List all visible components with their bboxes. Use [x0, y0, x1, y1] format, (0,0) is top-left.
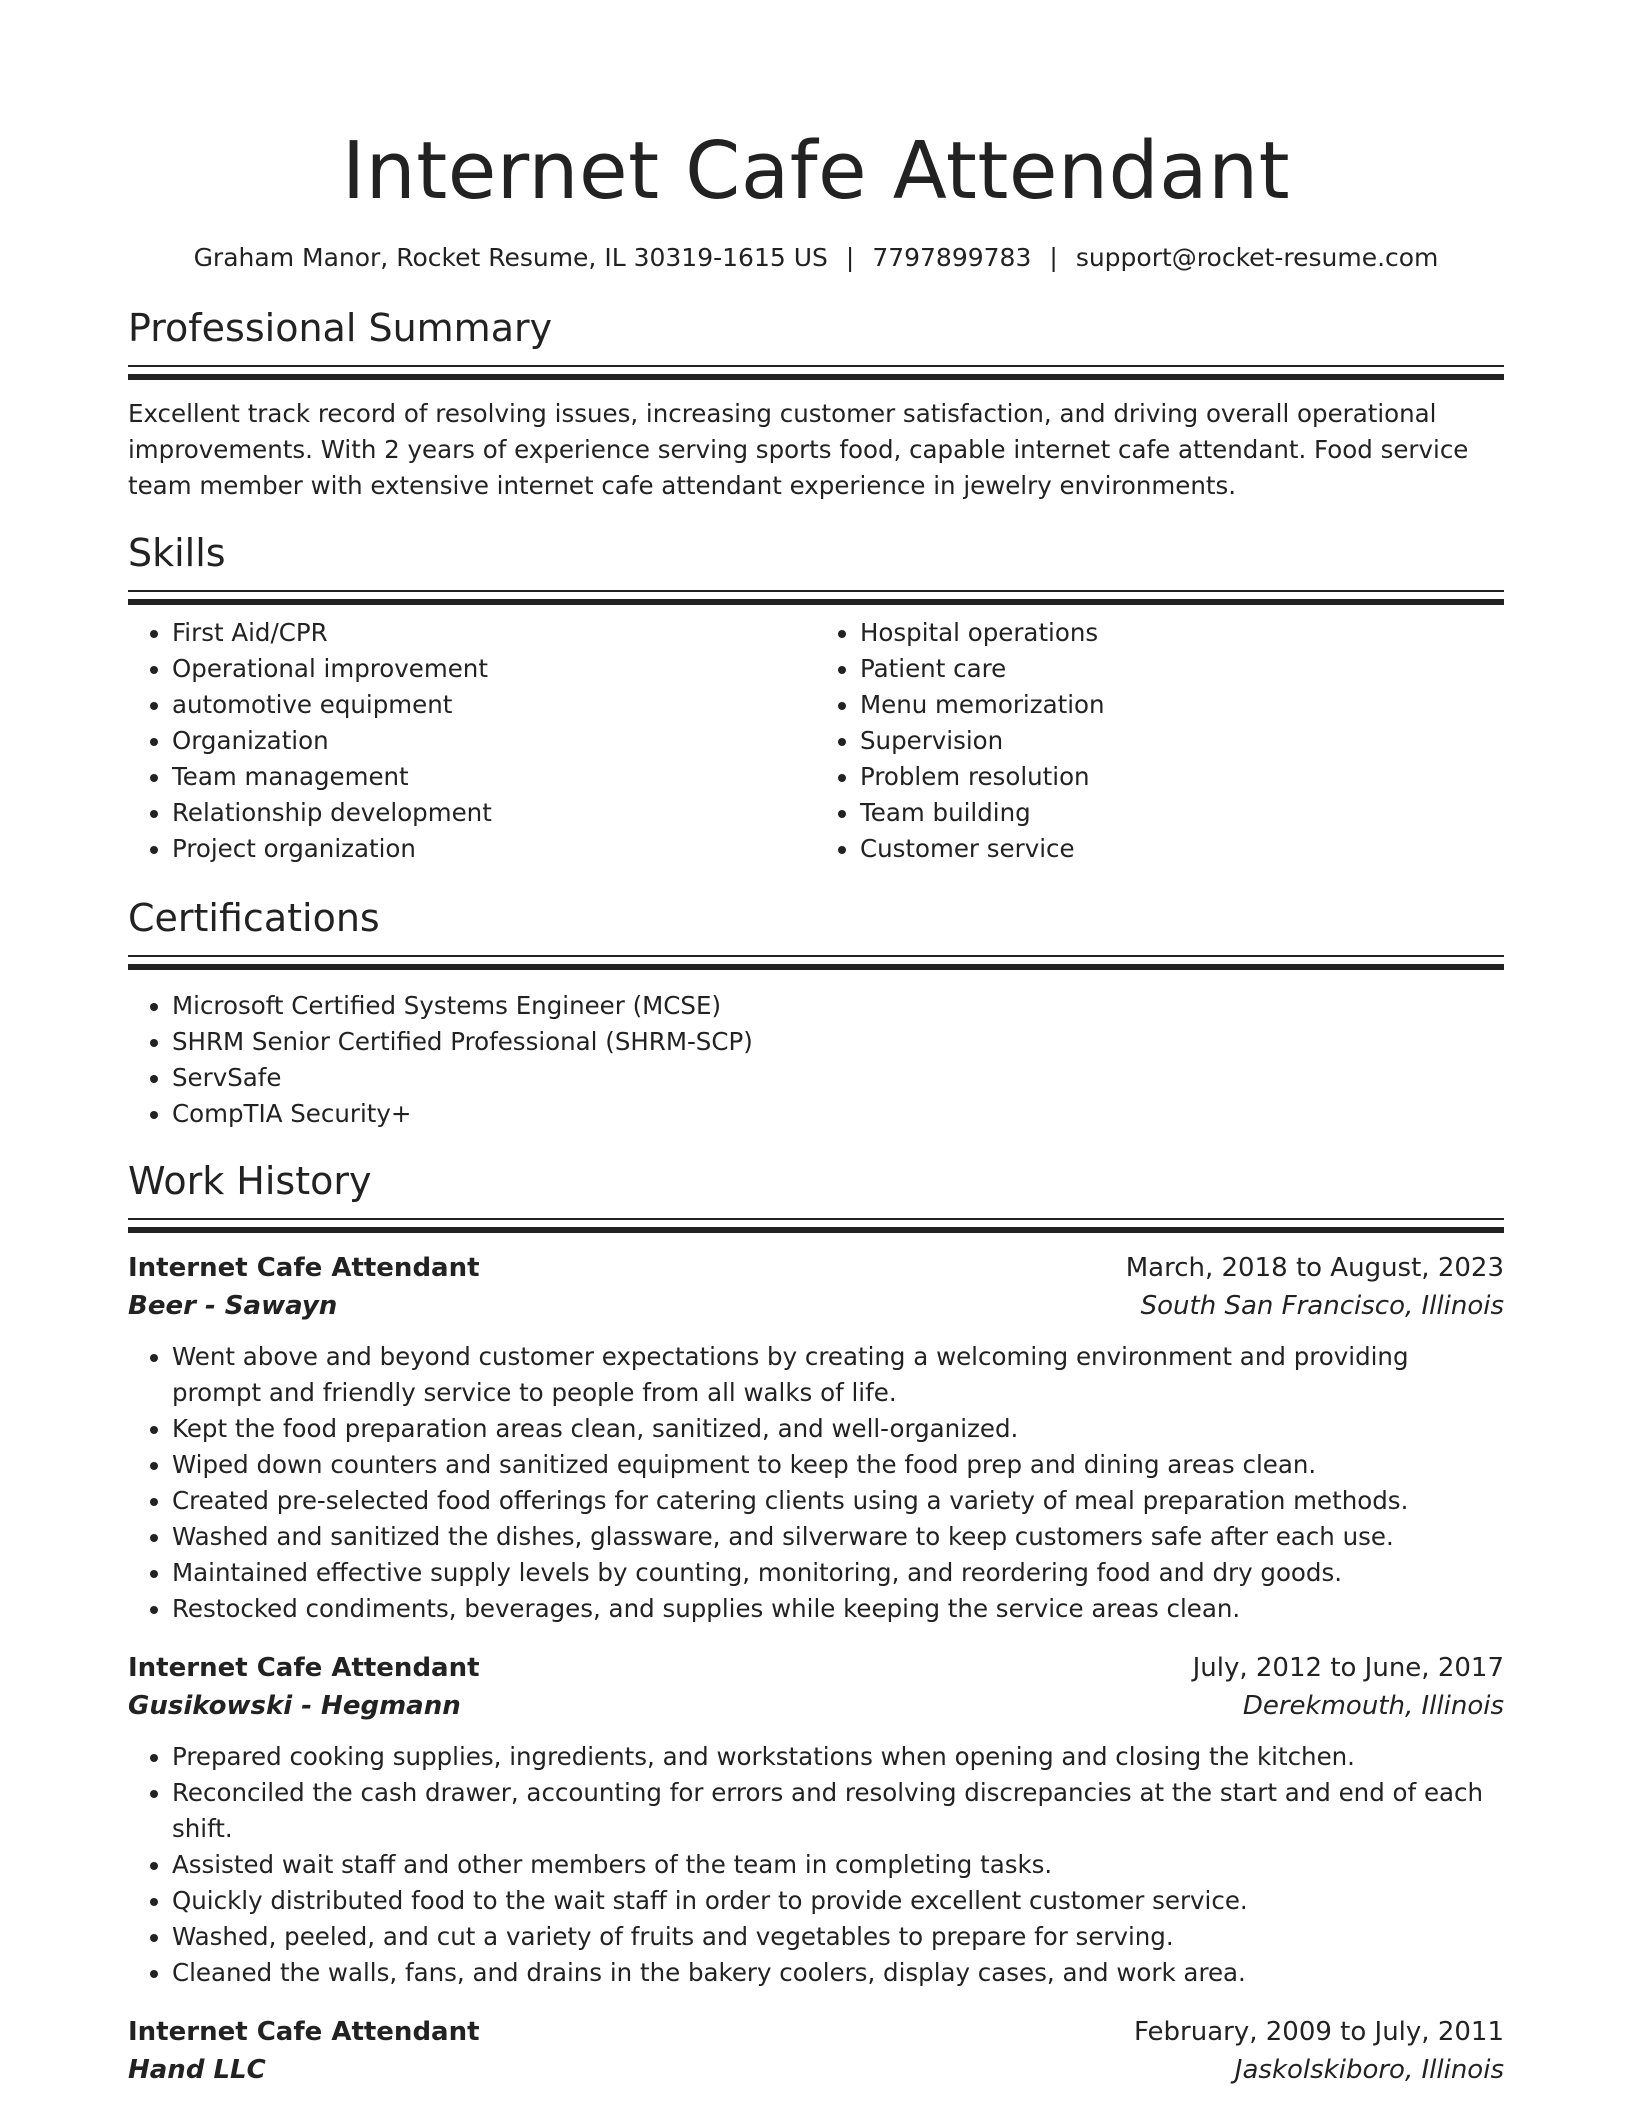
work-section — [128, 1158, 1504, 2089]
job-company: Hand LLC — [128, 2055, 266, 2085]
skill-item: • Project organization — [172, 831, 816, 867]
job-duty-item: • Created pre-selected food offerings for catering clients using a variety of meal preparation methods. — [172, 1483, 1504, 1519]
job-company: Gusikowski - Hegmann — [128, 1691, 461, 1721]
contact-address: Graham Manor, Rocket Resume, IL 30319-1615 US — [193, 243, 828, 272]
job-title: Internet Cafe Attendant — [128, 1653, 480, 1683]
section-divider — [128, 590, 1504, 607]
skills-grid — [128, 607, 1504, 867]
certifications-heading: Certifications — [128, 896, 380, 940]
contact-separator: | — [1049, 243, 1058, 272]
skills-section — [128, 530, 1504, 867]
job-dates: July, 2012 to June, 2017 — [1192, 1653, 1504, 1683]
skill-item: • Organization — [172, 723, 816, 759]
job-location: Derekmouth, Illinois — [1242, 1691, 1504, 1721]
certification-item: • SHRM Senior Certified Professional (SHRM-SCP) — [172, 1024, 1504, 1060]
job-subheader-row — [128, 1687, 1504, 1725]
section-divider — [128, 1218, 1504, 1235]
job-company: Beer - Sawayn — [128, 1291, 338, 1321]
certifications-section — [128, 895, 1504, 1132]
certification-item: • CompTIA Security+ — [172, 1096, 1504, 1132]
skill-item: • Patient care — [860, 651, 1504, 687]
skill-item: • Relationship development — [172, 795, 816, 831]
job-header-row — [128, 2013, 1504, 2051]
contact-email: support@rocket-resume.com — [1075, 243, 1439, 272]
skill-item: • Operational improvement — [172, 651, 816, 687]
job-header-row — [128, 1249, 1504, 1287]
job-duty-item: • Went above and beyond customer expectations by creating a welcoming environment and providing prompt and friendly service to people from all walks of life. — [172, 1339, 1504, 1411]
skills-heading: Skills — [128, 531, 226, 575]
resume-title: Internet Cafe Attendant — [341, 125, 1291, 217]
skill-item: • First Aid/CPR — [172, 615, 816, 651]
work-history-list — [128, 1249, 1504, 2089]
job-entry — [128, 2013, 1504, 2089]
summary-heading: Professional Summary — [128, 306, 553, 350]
section-divider — [128, 955, 1504, 972]
job-duty-item: • Washed, peeled, and cut a variety of fruits and vegetables to prepare for serving. — [172, 1919, 1504, 1955]
job-duty-item: • Restocked condiments, beverages, and supplies while keeping the service areas clean. — [172, 1591, 1504, 1627]
work-heading: Work History — [128, 1159, 372, 1203]
summary-section — [128, 305, 1504, 504]
job-dates: March, 2018 to August, 2023 — [1125, 1253, 1504, 1283]
skill-item: • Supervision — [860, 723, 1504, 759]
skill-item: • automotive equipment — [172, 687, 816, 723]
certification-item: • Microsoft Certified Systems Engineer (MCSE) — [172, 988, 1504, 1024]
skill-item: • Team building — [860, 795, 1504, 831]
job-entry — [128, 1249, 1504, 1627]
job-title: Internet Cafe Attendant — [128, 2017, 480, 2047]
job-subheader-row — [128, 1287, 1504, 1325]
section-divider — [128, 365, 1504, 382]
job-duty-item: • Maintained effective supply levels by counting, monitoring, and reordering food and dry goods. — [172, 1555, 1504, 1591]
job-duty-item: • Quickly distributed food to the wait staff in order to provide excellent customer service. — [172, 1883, 1504, 1919]
certification-item: • ServSafe — [172, 1060, 1504, 1096]
contact-phone: 7797899783 — [872, 243, 1032, 272]
job-duties-list — [128, 1739, 1504, 1991]
job-subheader-row — [128, 2051, 1504, 2089]
contact-separator: | — [845, 243, 855, 272]
job-location: Jaskolskiboro, Illinois — [1234, 2055, 1504, 2085]
contact-line — [128, 241, 1504, 275]
job-duties-list — [128, 1339, 1504, 1627]
job-duty-item: • Reconciled the cash drawer, accounting for errors and resolving discrepancies at the start and end of each shift. — [172, 1775, 1504, 1847]
job-header-row — [128, 1649, 1504, 1687]
skills-list-left — [128, 615, 816, 867]
job-dates: February, 2009 to July, 2011 — [1134, 2017, 1504, 2047]
skill-item: • Customer service — [860, 831, 1504, 867]
job-entry — [128, 1649, 1504, 1991]
job-duty-item: • Wiped down counters and sanitized equipment to keep the food prep and dining areas clean. — [172, 1447, 1504, 1483]
job-duty-item: • Kept the food preparation areas clean, sanitized, and well-organized. — [172, 1411, 1504, 1447]
skill-item: • Hospital operations — [860, 615, 1504, 651]
job-title: Internet Cafe Attendant — [128, 1253, 480, 1283]
skill-item: • Menu memorization — [860, 687, 1504, 723]
job-duty-item: • Cleaned the walls, fans, and drains in the bakery coolers, display cases, and work area. — [172, 1955, 1504, 1991]
summary-text: Excellent track record of resolving issues, increasing customer satisfaction, and driving overall operational improvements. With 2 years of experience serving sports food, capable internet cafe attendant. Food service team member with extensive internet cafe attendant experience in jewelry environments. — [128, 399, 1469, 500]
skill-item: • Team management — [172, 759, 816, 795]
skill-item: • Problem resolution — [860, 759, 1504, 795]
certifications-list — [128, 988, 1504, 1132]
job-duty-item: • Washed and sanitized the dishes, glassware, and silverware to keep customers safe after each use. — [172, 1519, 1504, 1555]
job-duty-item: • Assisted wait staff and other members of the team in completing tasks. — [172, 1847, 1504, 1883]
job-duty-item: • Prepared cooking supplies, ingredients, and workstations when opening and closing the kitchen. — [172, 1739, 1504, 1775]
skills-list-right — [816, 615, 1504, 867]
job-location: South San Francisco, Illinois — [1140, 1291, 1504, 1321]
